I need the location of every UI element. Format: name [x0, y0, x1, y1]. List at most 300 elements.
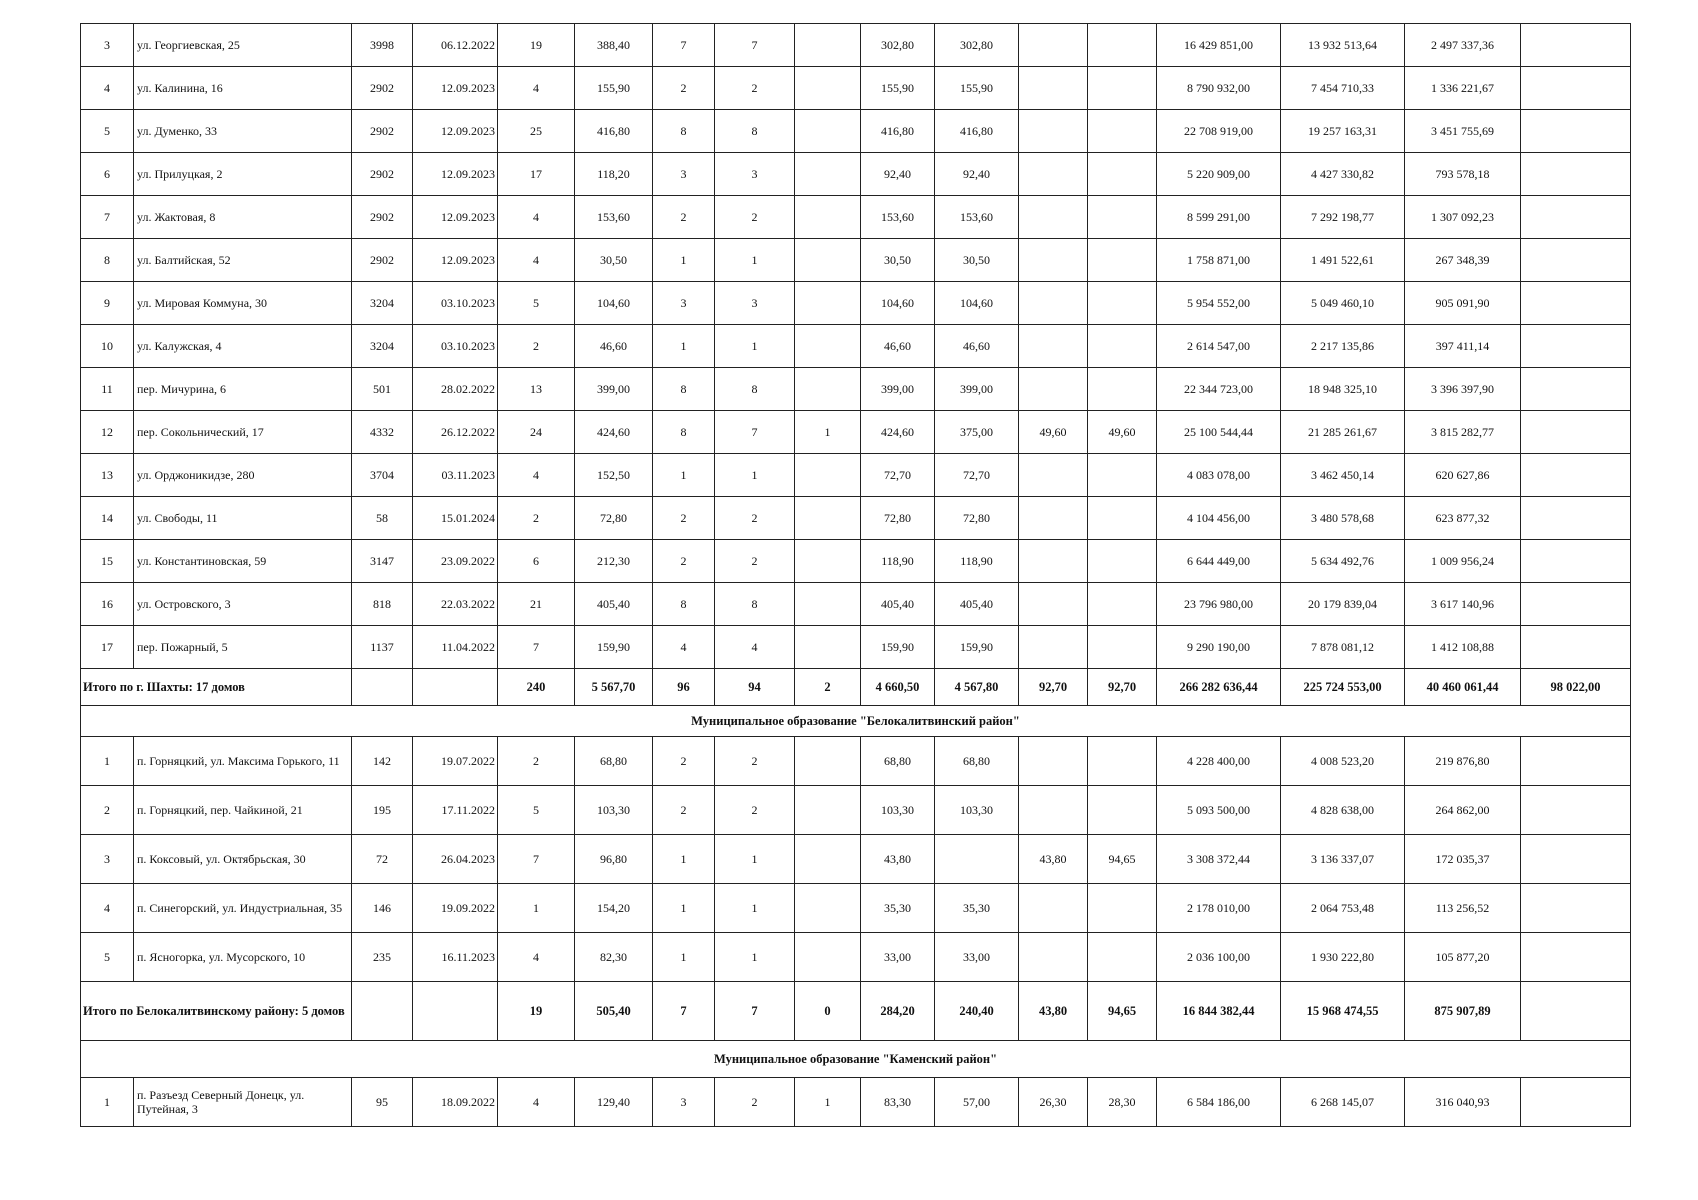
cell-fund-share: 4 828 638,00	[1281, 786, 1405, 835]
cell-row-number: 17	[81, 626, 134, 669]
housing-resettlement-table	[80, 23, 1631, 1127]
cell-flats-total: 1	[653, 884, 715, 933]
cell-act-date: 06.12.2022	[413, 24, 498, 67]
cell-total-cost: 2 614 547,00	[1157, 325, 1281, 368]
cell-flats-total: 2	[653, 737, 715, 786]
table-row	[81, 737, 1631, 786]
cell-address: п. Горняцкий, пер. Чайкиной, 21	[134, 786, 352, 835]
total-label: Итого по г. Шахты: 17 домов	[81, 669, 352, 706]
cell-address: ул. Думенко, 33	[134, 110, 352, 153]
cell-acquired-area	[1088, 933, 1157, 982]
cell-resettled-area: 33,00	[861, 933, 935, 982]
cell-total-cost: 6 584 186,00	[1157, 1078, 1281, 1127]
cell-act-number: 3204	[352, 282, 413, 325]
cell-total-area: 118,20	[575, 153, 653, 196]
cell-row-number: 5	[81, 933, 134, 982]
cell-address: ул. Мировая Коммуна, 30	[134, 282, 352, 325]
cell-resettled-area-municipal: 72,80	[935, 497, 1019, 540]
cell-residents: 4	[498, 933, 575, 982]
cell-flats-total: 8	[653, 110, 715, 153]
empty-cell	[413, 669, 498, 706]
cell-total-cost: 8 790 932,00	[1157, 67, 1281, 110]
cell-extra-share	[1521, 411, 1631, 454]
cell-resettled-area: 43,80	[861, 835, 935, 884]
cell-act-number: 501	[352, 368, 413, 411]
cell-residents: 4	[498, 239, 575, 282]
cell-residents: 2	[498, 497, 575, 540]
cell-resettled-area-private	[1019, 239, 1088, 282]
table-row	[81, 67, 1631, 110]
cell-residents: 5	[498, 786, 575, 835]
total-flats-private: 2	[795, 669, 861, 706]
cell-residents: 7	[498, 626, 575, 669]
total-resettled-area-municipal: 240,40	[935, 982, 1019, 1041]
cell-regional-share: 905 091,90	[1405, 282, 1521, 325]
cell-act-number: 2902	[352, 67, 413, 110]
cell-resettled-area-private	[1019, 24, 1088, 67]
cell-resettled-area-private	[1019, 153, 1088, 196]
cell-address: п. Разъезд Северный Донецк, ул. Путейная, 3	[134, 1078, 352, 1127]
cell-flats-total: 3	[653, 282, 715, 325]
cell-row-number: 14	[81, 497, 134, 540]
cell-total-area: 388,40	[575, 24, 653, 67]
table-row	[81, 325, 1631, 368]
cell-resettled-area-private	[1019, 583, 1088, 626]
cell-address: ул. Свободы, 11	[134, 497, 352, 540]
cell-flats-municipal: 2	[715, 540, 795, 583]
cell-residents: 1	[498, 884, 575, 933]
cell-fund-share: 19 257 163,31	[1281, 110, 1405, 153]
cell-total-area: 152,50	[575, 454, 653, 497]
table-row	[81, 368, 1631, 411]
total-extra-share	[1521, 982, 1631, 1041]
cell-act-date: 26.12.2022	[413, 411, 498, 454]
cell-row-number: 13	[81, 454, 134, 497]
cell-regional-share: 1 009 956,24	[1405, 540, 1521, 583]
cell-fund-share: 13 932 513,64	[1281, 24, 1405, 67]
cell-extra-share	[1521, 626, 1631, 669]
cell-extra-share	[1521, 196, 1631, 239]
cell-act-date: 12.09.2023	[413, 67, 498, 110]
cell-resettled-area-municipal: 35,30	[935, 884, 1019, 933]
cell-flats-private	[795, 196, 861, 239]
cell-total-cost: 9 290 190,00	[1157, 626, 1281, 669]
cell-resettled-area-municipal: 399,00	[935, 368, 1019, 411]
cell-act-number: 2902	[352, 196, 413, 239]
cell-fund-share: 7 292 198,77	[1281, 196, 1405, 239]
cell-flats-total: 1	[653, 933, 715, 982]
cell-total-area: 424,60	[575, 411, 653, 454]
cell-flats-municipal: 1	[715, 325, 795, 368]
cell-resettled-area: 405,40	[861, 583, 935, 626]
cell-fund-share: 6 268 145,07	[1281, 1078, 1405, 1127]
cell-resettled-area-municipal: 57,00	[935, 1078, 1019, 1127]
cell-flats-private	[795, 884, 861, 933]
cell-act-date: 17.11.2022	[413, 786, 498, 835]
cell-resettled-area: 103,30	[861, 786, 935, 835]
cell-total-area: 68,80	[575, 737, 653, 786]
cell-total-cost: 5 954 552,00	[1157, 282, 1281, 325]
cell-extra-share	[1521, 110, 1631, 153]
cell-acquired-area	[1088, 24, 1157, 67]
table-row	[81, 153, 1631, 196]
cell-residents: 4	[498, 1078, 575, 1127]
cell-residents: 13	[498, 368, 575, 411]
cell-regional-share: 1 412 108,88	[1405, 626, 1521, 669]
cell-residents: 2	[498, 737, 575, 786]
empty-cell	[352, 982, 413, 1041]
cell-resettled-area-private: 49,60	[1019, 411, 1088, 454]
cell-flats-total: 8	[653, 583, 715, 626]
cell-resettled-area-municipal: 72,70	[935, 454, 1019, 497]
cell-regional-share: 172 035,37	[1405, 835, 1521, 884]
table-row	[81, 282, 1631, 325]
cell-regional-share: 3 451 755,69	[1405, 110, 1521, 153]
cell-act-date: 12.09.2023	[413, 153, 498, 196]
cell-flats-private	[795, 583, 861, 626]
cell-flats-total: 3	[653, 1078, 715, 1127]
cell-extra-share	[1521, 153, 1631, 196]
cell-total-area: 153,60	[575, 196, 653, 239]
cell-act-date: 03.10.2023	[413, 282, 498, 325]
cell-address: пер. Пожарный, 5	[134, 626, 352, 669]
cell-resettled-area-municipal: 68,80	[935, 737, 1019, 786]
cell-regional-share: 316 040,93	[1405, 1078, 1521, 1127]
total-acquired-area: 92,70	[1088, 669, 1157, 706]
cell-regional-share: 3 617 140,96	[1405, 583, 1521, 626]
table-body	[81, 24, 1631, 1127]
cell-total-cost: 5 220 909,00	[1157, 153, 1281, 196]
cell-flats-total: 2	[653, 497, 715, 540]
total-total-area: 5 567,70	[575, 669, 653, 706]
section-title: Муниципальное образование "Белокалитвинский район"	[81, 706, 1631, 737]
cell-act-date: 12.09.2023	[413, 196, 498, 239]
cell-total-area: 212,30	[575, 540, 653, 583]
cell-regional-share: 623 877,32	[1405, 497, 1521, 540]
cell-total-cost: 4 228 400,00	[1157, 737, 1281, 786]
cell-resettled-area-municipal: 118,90	[935, 540, 1019, 583]
cell-resettled-area: 83,30	[861, 1078, 935, 1127]
cell-resettled-area: 159,90	[861, 626, 935, 669]
cell-fund-share: 3 136 337,07	[1281, 835, 1405, 884]
cell-extra-share	[1521, 583, 1631, 626]
cell-flats-private	[795, 282, 861, 325]
cell-total-cost: 5 093 500,00	[1157, 786, 1281, 835]
cell-fund-share: 5 634 492,76	[1281, 540, 1405, 583]
cell-flats-total: 8	[653, 368, 715, 411]
cell-resettled-area-municipal: 302,80	[935, 24, 1019, 67]
cell-residents: 6	[498, 540, 575, 583]
cell-extra-share	[1521, 933, 1631, 982]
total-acquired-area: 94,65	[1088, 982, 1157, 1041]
total-row	[81, 982, 1631, 1041]
cell-residents: 4	[498, 196, 575, 239]
cell-fund-share: 1 930 222,80	[1281, 933, 1405, 982]
cell-resettled-area: 68,80	[861, 737, 935, 786]
cell-extra-share	[1521, 884, 1631, 933]
cell-flats-total: 1	[653, 454, 715, 497]
cell-acquired-area	[1088, 67, 1157, 110]
total-fund-share: 15 968 474,55	[1281, 982, 1405, 1041]
cell-resettled-area: 72,70	[861, 454, 935, 497]
cell-resettled-area-private	[1019, 786, 1088, 835]
cell-extra-share	[1521, 1078, 1631, 1127]
cell-total-cost: 22 344 723,00	[1157, 368, 1281, 411]
cell-flats-private	[795, 737, 861, 786]
cell-act-date: 26.04.2023	[413, 835, 498, 884]
cell-resettled-area: 35,30	[861, 884, 935, 933]
cell-flats-total: 1	[653, 239, 715, 282]
cell-row-number: 4	[81, 884, 134, 933]
cell-fund-share: 3 480 578,68	[1281, 497, 1405, 540]
cell-residents: 5	[498, 282, 575, 325]
cell-resettled-area: 155,90	[861, 67, 935, 110]
total-flats-total: 7	[653, 982, 715, 1041]
cell-total-area: 159,90	[575, 626, 653, 669]
cell-act-date: 12.09.2023	[413, 110, 498, 153]
total-flats-total: 96	[653, 669, 715, 706]
cell-resettled-area-municipal: 92,40	[935, 153, 1019, 196]
table-row	[81, 626, 1631, 669]
table-row	[81, 933, 1631, 982]
cell-flats-private	[795, 239, 861, 282]
cell-flats-municipal: 7	[715, 24, 795, 67]
cell-flats-municipal: 1	[715, 884, 795, 933]
cell-resettled-area-municipal: 159,90	[935, 626, 1019, 669]
cell-flats-municipal: 1	[715, 454, 795, 497]
cell-regional-share: 1 336 221,67	[1405, 67, 1521, 110]
total-resettled-area: 284,20	[861, 982, 935, 1041]
cell-flats-municipal: 8	[715, 110, 795, 153]
cell-row-number: 16	[81, 583, 134, 626]
cell-extra-share	[1521, 786, 1631, 835]
total-resettled-area: 4 660,50	[861, 669, 935, 706]
cell-resettled-area-private: 26,30	[1019, 1078, 1088, 1127]
cell-act-date: 19.09.2022	[413, 884, 498, 933]
cell-act-number: 3998	[352, 24, 413, 67]
cell-flats-total: 1	[653, 835, 715, 884]
cell-total-area: 129,40	[575, 1078, 653, 1127]
cell-resettled-area: 30,50	[861, 239, 935, 282]
cell-resettled-area-municipal: 103,30	[935, 786, 1019, 835]
cell-flats-total: 2	[653, 196, 715, 239]
cell-flats-private	[795, 368, 861, 411]
cell-row-number: 7	[81, 196, 134, 239]
cell-resettled-area-private	[1019, 454, 1088, 497]
cell-total-cost: 16 429 851,00	[1157, 24, 1281, 67]
total-regional-share: 40 460 061,44	[1405, 669, 1521, 706]
cell-flats-private: 1	[795, 411, 861, 454]
cell-residents: 21	[498, 583, 575, 626]
total-resettled-area-private: 43,80	[1019, 982, 1088, 1041]
cell-total-area: 155,90	[575, 67, 653, 110]
total-residents: 19	[498, 982, 575, 1041]
cell-regional-share: 3 396 397,90	[1405, 368, 1521, 411]
cell-flats-municipal: 8	[715, 583, 795, 626]
cell-flats-private	[795, 540, 861, 583]
cell-act-number: 4332	[352, 411, 413, 454]
cell-act-number: 142	[352, 737, 413, 786]
cell-total-cost: 8 599 291,00	[1157, 196, 1281, 239]
cell-resettled-area-private	[1019, 110, 1088, 153]
cell-residents: 24	[498, 411, 575, 454]
cell-flats-private	[795, 454, 861, 497]
cell-resettled-area-private	[1019, 540, 1088, 583]
cell-fund-share: 7 454 710,33	[1281, 67, 1405, 110]
total-resettled-area-municipal: 4 567,80	[935, 669, 1019, 706]
cell-acquired-area	[1088, 110, 1157, 153]
cell-act-number: 195	[352, 786, 413, 835]
cell-act-date: 03.11.2023	[413, 454, 498, 497]
cell-extra-share	[1521, 368, 1631, 411]
cell-address: ул. Калинина, 16	[134, 67, 352, 110]
cell-act-number: 3704	[352, 454, 413, 497]
cell-fund-share: 3 462 450,14	[1281, 454, 1405, 497]
cell-residents: 17	[498, 153, 575, 196]
cell-regional-share: 1 307 092,23	[1405, 196, 1521, 239]
cell-resettled-area: 46,60	[861, 325, 935, 368]
cell-flats-private	[795, 67, 861, 110]
cell-flats-municipal: 2	[715, 737, 795, 786]
cell-act-date: 18.09.2022	[413, 1078, 498, 1127]
cell-address: п. Коксовый, ул. Октябрьская, 30	[134, 835, 352, 884]
cell-resettled-area-private	[1019, 282, 1088, 325]
cell-extra-share	[1521, 737, 1631, 786]
cell-resettled-area-municipal: 416,80	[935, 110, 1019, 153]
cell-resettled-area-private	[1019, 368, 1088, 411]
cell-total-area: 399,00	[575, 368, 653, 411]
cell-acquired-area	[1088, 153, 1157, 196]
cell-act-number: 235	[352, 933, 413, 982]
cell-act-date: 03.10.2023	[413, 325, 498, 368]
total-total-area: 505,40	[575, 982, 653, 1041]
cell-row-number: 15	[81, 540, 134, 583]
cell-flats-total: 7	[653, 24, 715, 67]
cell-regional-share: 620 627,86	[1405, 454, 1521, 497]
cell-fund-share: 2 217 135,86	[1281, 325, 1405, 368]
cell-regional-share: 2 497 337,36	[1405, 24, 1521, 67]
cell-act-number: 3147	[352, 540, 413, 583]
cell-row-number: 12	[81, 411, 134, 454]
cell-residents: 19	[498, 24, 575, 67]
cell-extra-share	[1521, 67, 1631, 110]
cell-flats-municipal: 2	[715, 67, 795, 110]
cell-resettled-area-private	[1019, 626, 1088, 669]
cell-resettled-area-municipal: 155,90	[935, 67, 1019, 110]
cell-acquired-area	[1088, 196, 1157, 239]
cell-resettled-area-municipal: 46,60	[935, 325, 1019, 368]
cell-row-number: 4	[81, 67, 134, 110]
cell-total-area: 416,80	[575, 110, 653, 153]
cell-act-date: 15.01.2024	[413, 497, 498, 540]
cell-total-cost: 6 644 449,00	[1157, 540, 1281, 583]
cell-act-date: 16.11.2023	[413, 933, 498, 982]
cell-flats-municipal: 2	[715, 786, 795, 835]
cell-act-date: 19.07.2022	[413, 737, 498, 786]
cell-row-number: 1	[81, 1078, 134, 1127]
empty-cell	[352, 669, 413, 706]
cell-flats-total: 3	[653, 153, 715, 196]
cell-resettled-area: 302,80	[861, 24, 935, 67]
cell-resettled-area-municipal: 375,00	[935, 411, 1019, 454]
cell-act-number: 1137	[352, 626, 413, 669]
cell-flats-municipal: 4	[715, 626, 795, 669]
cell-flats-municipal: 3	[715, 282, 795, 325]
cell-total-cost: 1 758 871,00	[1157, 239, 1281, 282]
table-row	[81, 196, 1631, 239]
cell-resettled-area-private	[1019, 737, 1088, 786]
cell-act-number: 2902	[352, 110, 413, 153]
cell-acquired-area	[1088, 325, 1157, 368]
cell-fund-share: 20 179 839,04	[1281, 583, 1405, 626]
cell-acquired-area	[1088, 282, 1157, 325]
cell-fund-share: 21 285 261,67	[1281, 411, 1405, 454]
cell-resettled-area-private	[1019, 196, 1088, 239]
cell-acquired-area	[1088, 454, 1157, 497]
cell-regional-share: 105 877,20	[1405, 933, 1521, 982]
cell-regional-share: 3 815 282,77	[1405, 411, 1521, 454]
cell-total-area: 96,80	[575, 835, 653, 884]
cell-row-number: 3	[81, 24, 134, 67]
table-row	[81, 786, 1631, 835]
cell-resettled-area: 416,80	[861, 110, 935, 153]
cell-residents: 25	[498, 110, 575, 153]
cell-address: ул. Прилуцкая, 2	[134, 153, 352, 196]
cell-act-number: 146	[352, 884, 413, 933]
table-row	[81, 239, 1631, 282]
cell-row-number: 3	[81, 835, 134, 884]
cell-address: ул. Островского, 3	[134, 583, 352, 626]
cell-total-cost: 3 308 372,44	[1157, 835, 1281, 884]
cell-extra-share	[1521, 454, 1631, 497]
cell-total-area: 103,30	[575, 786, 653, 835]
cell-flats-private	[795, 24, 861, 67]
cell-acquired-area	[1088, 884, 1157, 933]
cell-acquired-area	[1088, 786, 1157, 835]
cell-address: пер. Сокольнический, 17	[134, 411, 352, 454]
cell-regional-share: 264 862,00	[1405, 786, 1521, 835]
total-total-cost: 266 282 636,44	[1157, 669, 1281, 706]
cell-total-area: 154,20	[575, 884, 653, 933]
cell-act-date: 23.09.2022	[413, 540, 498, 583]
cell-resettled-area: 153,60	[861, 196, 935, 239]
cell-flats-private	[795, 497, 861, 540]
cell-residents: 7	[498, 835, 575, 884]
cell-act-number: 2902	[352, 239, 413, 282]
cell-resettled-area: 104,60	[861, 282, 935, 325]
cell-resettled-area: 399,00	[861, 368, 935, 411]
cell-address: п. Синегорский, ул. Индустриальная, 35	[134, 884, 352, 933]
cell-flats-private: 1	[795, 1078, 861, 1127]
cell-act-date: 28.02.2022	[413, 368, 498, 411]
cell-extra-share	[1521, 325, 1631, 368]
cell-total-cost: 23 796 980,00	[1157, 583, 1281, 626]
cell-row-number: 8	[81, 239, 134, 282]
cell-acquired-area: 49,60	[1088, 411, 1157, 454]
cell-flats-total: 8	[653, 411, 715, 454]
cell-total-cost: 2 036 100,00	[1157, 933, 1281, 982]
total-fund-share: 225 724 553,00	[1281, 669, 1405, 706]
cell-resettled-area-municipal: 104,60	[935, 282, 1019, 325]
table-row	[81, 24, 1631, 67]
total-flats-municipal: 7	[715, 982, 795, 1041]
cell-row-number: 5	[81, 110, 134, 153]
cell-total-area: 405,40	[575, 583, 653, 626]
cell-resettled-area: 92,40	[861, 153, 935, 196]
cell-regional-share: 397 411,14	[1405, 325, 1521, 368]
total-resettled-area-private: 92,70	[1019, 669, 1088, 706]
cell-flats-private	[795, 626, 861, 669]
